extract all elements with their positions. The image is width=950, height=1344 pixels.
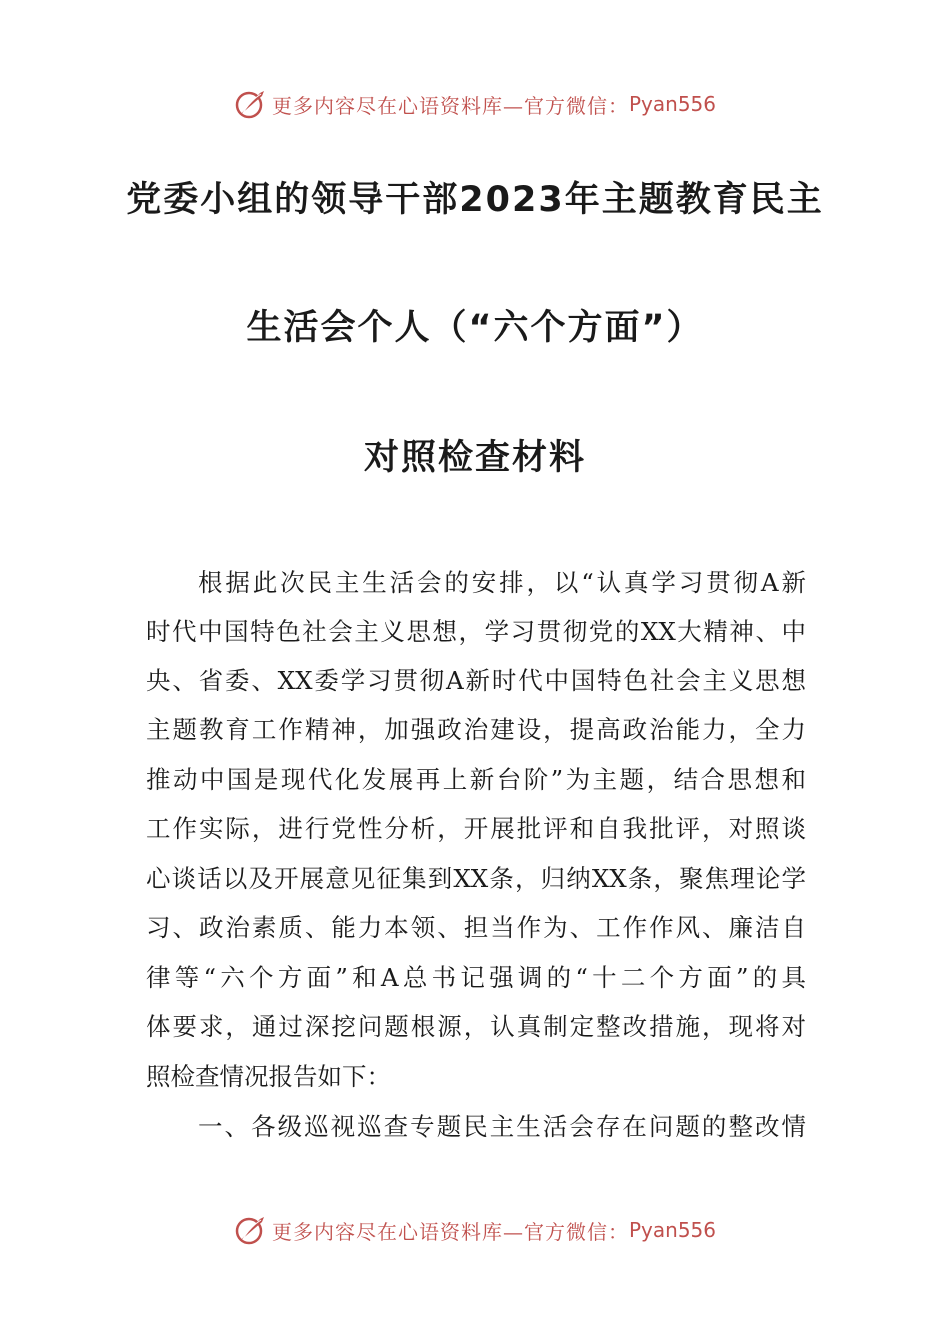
body-line: 工作实际，进行党性分析，开展批评和自我批评，对照谈	[146, 814, 806, 843]
body-line: 体要求，通过深挖问题根源，认真制定整改措施，现将对	[146, 1012, 806, 1041]
body-line: 心谈话以及开展意见征集到XX条，归纳XX条，聚焦理论学	[146, 864, 806, 893]
document-title-line-3: 对照检查材料	[363, 438, 586, 478]
body-line: 律等“六个方面”和A总书记强调的“十二个方面”的具	[146, 963, 806, 992]
quill-logo-icon	[234, 1213, 268, 1247]
quill-logo-icon	[234, 87, 268, 121]
body-line: 根据此次民主生活会的安排，以“认真学习贯彻A新	[198, 568, 806, 597]
document-title-line-1: 党委小组的领导干部2023年主题教育民主	[126, 180, 824, 220]
watermark-wechat-id: Pyan556	[628, 92, 716, 116]
body-line: 照检查情况报告如下：	[146, 1062, 391, 1091]
body-line: 一、各级巡视巡查专题民主生活会存在问题的整改情	[198, 1112, 806, 1141]
watermark-text: 更多内容尽在心语资料库—官方微信：	[271, 1219, 629, 1244]
body-line: 时代中国特色社会主义思想，学习贯彻党的XX大精神、中	[146, 617, 806, 646]
body-line: 习、政治素质、能力本领、担当作为、工作作风、廉洁自	[146, 913, 806, 942]
watermark-text: 更多内容尽在心语资料库—官方微信：	[271, 93, 629, 118]
document-title-line-2: 生活会个人（“六个方面”）	[246, 308, 704, 348]
footer-watermark	[0, 1210, 950, 1250]
body-line: 央、省委、XX委学习贯彻A新时代中国特色社会主义思想	[146, 666, 806, 695]
watermark-wechat-id: Pyan556	[628, 1218, 716, 1242]
body-line: 主题教育工作精神，加强政治建设，提高政治能力，全力	[146, 715, 806, 744]
body-line: 推动中国是现代化发展再上新台阶”为主题，结合思想和	[146, 765, 806, 794]
header-watermark	[0, 84, 950, 124]
